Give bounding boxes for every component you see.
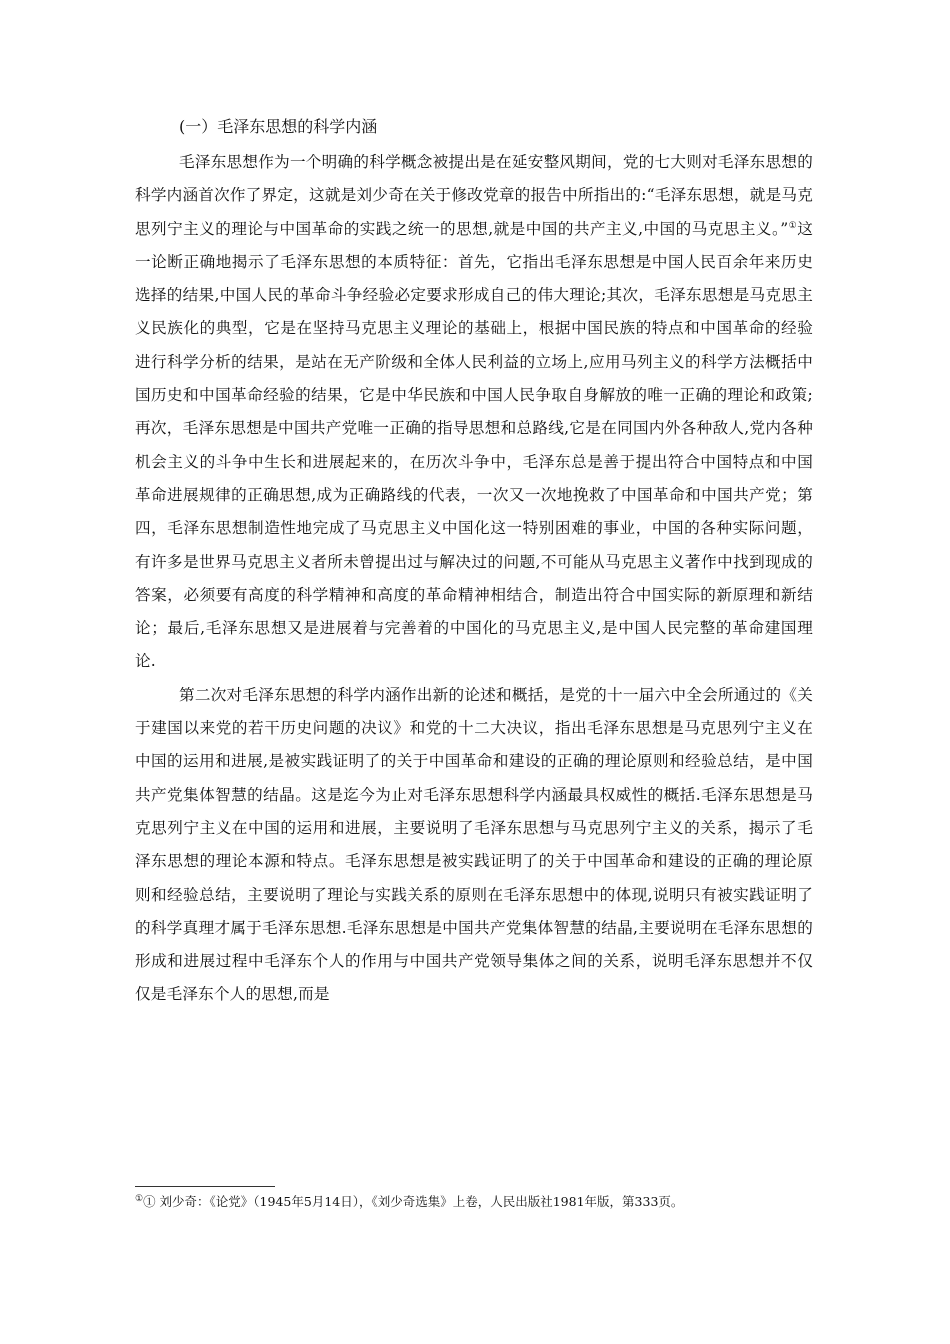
footnote-reference[interactable]: ① xyxy=(788,220,798,231)
document-body xyxy=(135,112,813,1012)
paragraph-1 xyxy=(135,146,813,679)
paragraph-2: 第二次对毛泽东思想的科学内涵作出新的论述和概括，是党的十一届六中全会所通过的《关于建国以来党的若干历史问题的决议》和党的十二大决议，指出毛泽东思想是马克思列宁主义在中国的运用和进展,是被实践证明了的关于中国革命和建设的正确的理论原则和经验总结，是中国共产党集体智慧的结晶。这是迄今为止对毛泽东思想科学内涵最具权威性的概括.毛泽东思想是马克思列宁主义在中国的运用和进展，主要说明了毛泽东思想与马克思列宁主义的关系，揭示了毛泽东思想的理论本源和特点。毛泽东思想是被实践证明了的关于中国革命和建设的正确的理论原则和经验总结，主要说明了理论与实践关系的原则在毛泽东思想中的体现,说明只有被实践证明了的科学真理才属于毛泽东思想.毛泽东思想是中国共产党集体智慧的结晶,主要说明在毛泽东思想的形成和进展过程中毛泽东个人的作用与中国共产党领导集体之间的关系，说明毛泽东思想并不仅仅是毛泽东个人的思想,而是 xyxy=(135,685,813,1004)
paragraph-1-text-after: 这一论断正确地揭示了毛泽东思想的本质特征：首先，它指出毛泽东思想是中国人民百余年来历史选择的结果,中国人民的革命斗争经验必定要求形成自己的伟大理论;其次，毛泽东思想是马克思主义民族化的典型，它是在坚持马克思主义理论的基础上，根据中国民族的特点和中国革命的经验进行科学分析的结果，是站在无产阶级和全体人民利益的立场上,应用马列主义的科学方法概括中国历史和中国革命经验的结果，它是中华民族和中国人民争取自身解放的唯一正确的理论和政策;再次，毛泽东思想是中国共产党唯一正确的指导思想和总路线,它是在同国内外各种敌人,党内各种机会主义的斗争中生长和进展起来的，在历次斗争中，毛泽东总是善于提出符合中国特点和中国革命进展规律的正确思想,成为正确路线的代表，一次又一次地挽救了中国革命和中国共产党；第四，毛泽东思想制造性地完成了马克思主义中国化这一特别困难的事业，中国的各种实际问题，有许多是世界马克思主义者所未曾提出过与解决过的问题,不可能从马克思主义著作中找到现成的答案，必须要有高度的科学精神和高度的革命精神相结合，制造出符合中国实际的新原理和新结论；最后,毛泽东思想又是进展着与完善着的中国化的马克思主义,是中国人民完整的革命建国理论. xyxy=(135,219,813,671)
footnote xyxy=(135,1193,813,1211)
paragraph-1-text-before: 毛泽东思想作为一个明确的科学概念被提出是在延安整风期间，党的七大则对毛泽东思想的科学内涵首次作了界定，这就是刘少奇在关于修改党章的报告中所指出的:“毛泽东思想，就是马克思列宁主义的理论与中国革命的实践之统一的思想,就是中国的共产主义,中国的马克思主义。” xyxy=(135,153,813,238)
section-heading: (一）毛泽东思想的科学内涵 xyxy=(179,117,378,136)
footnote-marker: ① xyxy=(135,1193,144,1204)
footnote-text: ① 刘少奇：《论党》（1945年5月14日），《刘少奇选集》上卷，人民出版社1981年版，第333页。 xyxy=(143,1194,684,1209)
footnote-separator xyxy=(135,1186,275,1187)
